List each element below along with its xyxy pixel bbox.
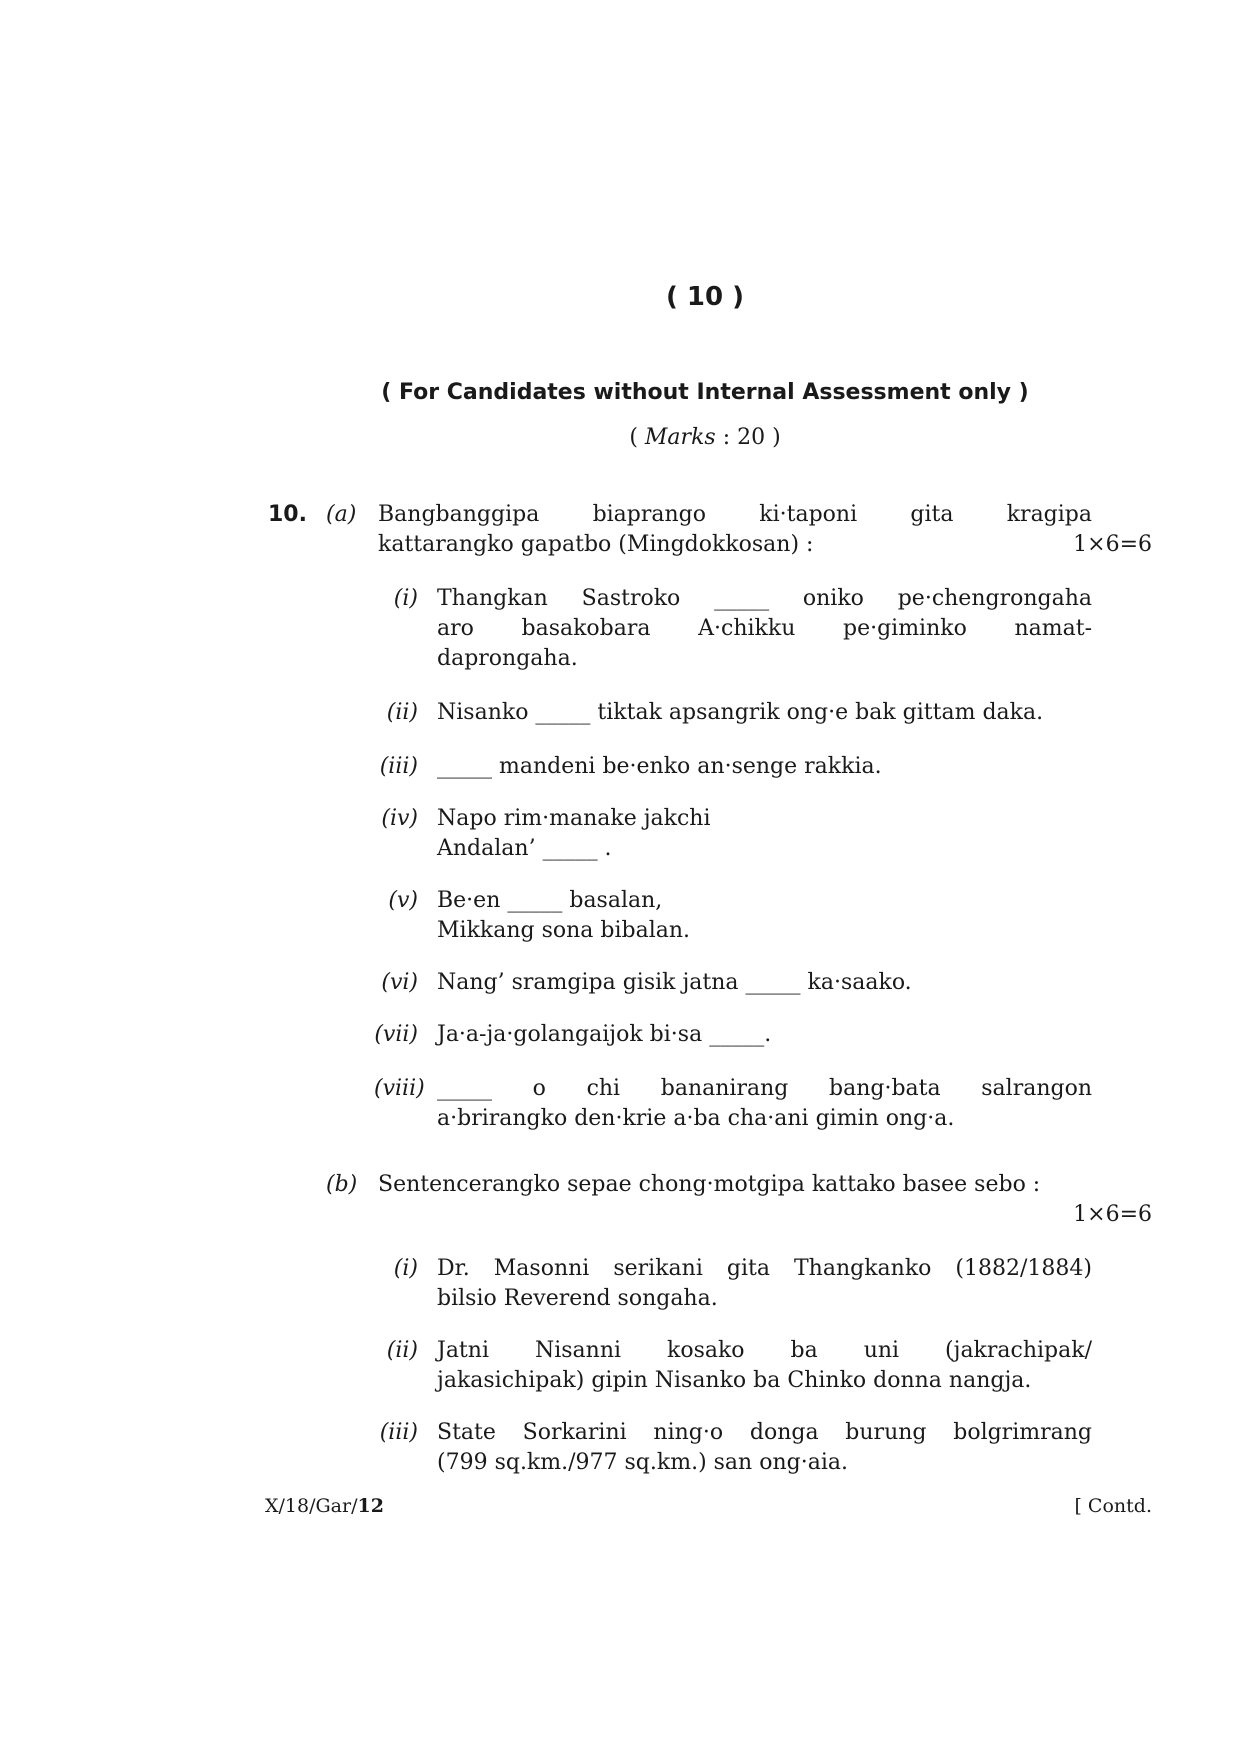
part-b-marks: 1×6=6 bbox=[1073, 1202, 1152, 1227]
item-b-ii-label: (ii) bbox=[386, 1338, 418, 1363]
item-a-v-line1: Be·en _____ basalan, bbox=[437, 888, 663, 913]
marks-value: : 20 ) bbox=[722, 425, 781, 450]
item-a-i-line3: daprongaha. bbox=[437, 646, 578, 671]
item-a-i-line2: aro basakobara A·chikku pe·giminko namat- bbox=[437, 616, 1092, 641]
item-a-iv-line1: Napo rim·manake jakchi bbox=[437, 806, 711, 831]
item-b-i-label: (i) bbox=[393, 1256, 418, 1281]
footer-code bbox=[265, 1495, 384, 1517]
marks-line bbox=[0, 425, 1242, 450]
footer-code-bold: 12 bbox=[357, 1495, 384, 1517]
page-number: ( 10 ) bbox=[665, 282, 745, 312]
item-b-i-line1: Dr. Masonni serikani gita Thangkanko (1882/1884) bbox=[437, 1256, 1092, 1281]
marks-label: Marks bbox=[644, 425, 716, 450]
part-b-label: (b) bbox=[326, 1172, 358, 1197]
item-a-iv-label: (iv) bbox=[381, 806, 418, 831]
item-a-viii-line1: _____ o chi bananirang bang·bata salrangon bbox=[437, 1076, 1092, 1101]
part-a-marks: 1×6=6 bbox=[1073, 532, 1152, 557]
part-a-instruction-line1: Bangbanggipa biaprango ki·taponi gita kragipa bbox=[378, 502, 1092, 527]
item-a-i-line1: Thangkan Sastroko _____ oniko pe·chengrongaha bbox=[437, 586, 1092, 611]
item-a-iii-line1: _____ mandeni be·enko an·senge rakkia. bbox=[437, 754, 882, 779]
item-b-iii-line2: (799 sq.km./977 sq.km.) san ong·aia. bbox=[437, 1450, 848, 1475]
item-a-iii-label: (iii) bbox=[379, 754, 418, 779]
footer-code-text: X/18/Gar/ bbox=[265, 1495, 358, 1517]
marks-open: ( bbox=[629, 425, 645, 450]
part-b-instruction: Sentencerangko sepae chong·motgipa kattako basee sebo : bbox=[378, 1172, 1041, 1197]
item-a-v-label: (v) bbox=[388, 888, 418, 913]
item-a-viii-line2: a·brirangko den·krie a·ba cha·ani gimin ong·a. bbox=[437, 1106, 955, 1131]
footer-contd: [ Contd. bbox=[1074, 1495, 1152, 1517]
item-a-iv-line2: Andalan’ _____ . bbox=[437, 836, 612, 861]
item-a-vii-line1: Ja·a-ja·golangaijok bi·sa _____. bbox=[437, 1022, 772, 1047]
section-title: ( For Candidates without Internal Assessment only ) bbox=[381, 380, 1029, 405]
item-a-ii-label: (ii) bbox=[386, 700, 418, 725]
item-a-vi-label: (vi) bbox=[381, 970, 418, 995]
item-a-vi-line1: Nang’ sramgipa gisik jatna _____ ka·saako. bbox=[437, 970, 912, 995]
item-b-iii-line1: State Sorkarini ning·o donga burung bolgrimrang bbox=[437, 1420, 1092, 1445]
item-a-v-line2: Mikkang sona bibalan. bbox=[437, 918, 691, 943]
item-a-ii-line1: Nisanko _____ tiktak apsangrik ong·e bak gittam daka. bbox=[437, 700, 1044, 725]
item-a-i-label: (i) bbox=[393, 586, 418, 611]
item-b-ii-line2: jakasichipak) gipin Nisanko ba Chinko donna nangja. bbox=[437, 1368, 1032, 1393]
item-b-iii-label: (iii) bbox=[379, 1420, 418, 1445]
item-a-viii-label: (viii) bbox=[374, 1076, 425, 1101]
item-a-vii-label: (vii) bbox=[374, 1022, 418, 1047]
item-b-ii-line1: Jatni Nisanni kosako ba uni (jakrachipak/ bbox=[437, 1338, 1092, 1363]
question-number: 10. bbox=[268, 502, 307, 527]
part-a-instruction-line2: kattarangko gapatbo (Mingdokkosan) : bbox=[378, 532, 814, 557]
part-a-label: (a) bbox=[326, 502, 357, 527]
item-b-i-line2: bilsio Reverend songaha. bbox=[437, 1286, 718, 1311]
